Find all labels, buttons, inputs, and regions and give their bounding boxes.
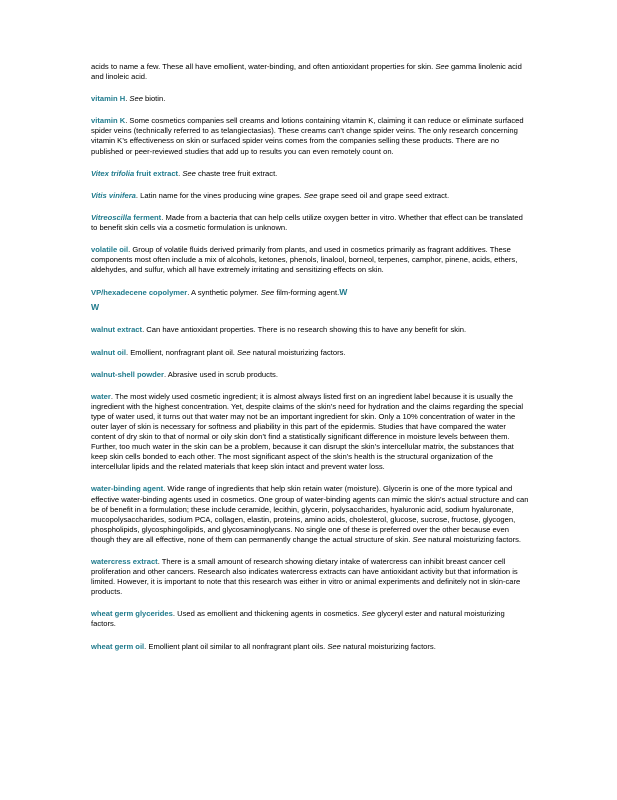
entry-tail: natural moisturizing factors. [340, 641, 436, 651]
entry-tail: natural moisturizing factors. [250, 347, 346, 357]
see-reference: See [182, 168, 196, 178]
see-reference: See [361, 609, 376, 619]
entry-text: . Some cosmetics companies sell creams and lotions containing vitamin K, claiming it can reduce or eliminate surfaced spider veins (technically referred to as telangiectasias). These creams can’t change spider veins. The only research concerning vitamin K’s effectiveness on skin or surfaced spider veins comes from the companies selling these products. There are no published or peer-reviewed studies that add up to results you can even remotely count on. [91, 116, 524, 156]
entry-walnut-oil [91, 348, 531, 358]
entry-wheat-germ-glycerides [91, 609, 531, 629]
entry-tail: glyceryl ester and natural moisturizing factors. [91, 609, 505, 629]
see-reference: See [435, 62, 449, 71]
entry-text: acids to name a few. These all have emollient, water-binding, and often antioxidant properties for skin. [91, 62, 436, 71]
entry-vp-hexadecene [91, 287, 531, 298]
entry-term: wheat germ glycerides [91, 609, 173, 619]
entry-term: fruit extract [134, 168, 179, 178]
entry-term: water-binding agent [91, 484, 164, 494]
entry-vitex [91, 169, 531, 179]
entry-tail: film-forming agent. [274, 288, 340, 298]
entry-text: . Latin name for the vines producing wine grapes. [135, 190, 304, 200]
entry-intro [91, 62, 531, 82]
entry-term: walnut extract [91, 325, 143, 335]
entry-text: . There is a small amount of research showing dietary intake of watercress can inhibit breast cancer cell proliferation and other cancers. Research also indicates watercress extracts can have antioxidant activity but that information is limited. However, it is important to note that this research was either in vitro or animal experiments and definitely not in skin-care products. [91, 557, 521, 597]
entry-term: ferment [131, 212, 162, 222]
see-reference: See [412, 534, 427, 544]
entry-tail: biotin. [142, 94, 166, 104]
entry-text: . Used as emollient and thickening agents in cosmetics. [172, 609, 362, 619]
section-letter-inline: W [339, 287, 348, 298]
entry-vitamin-k [91, 116, 531, 156]
entry-tail: grape seed oil and grape seed extract. [317, 190, 450, 200]
entry-text: . [178, 168, 183, 178]
entry-vitreoscilla [91, 213, 531, 233]
entry-text: . Can have antioxidant properties. There is no research showing this to have any benefit for skin. [142, 325, 467, 335]
entry-term-italic: Vitex trifolia [91, 168, 135, 178]
entry-volatile-oil [91, 245, 531, 275]
entry-text: . Abrasive used in scrub products. [164, 369, 278, 379]
entry-text: . Made from a bacteria that can help cells utilize oxygen better in vitro. Whether that effect can be translated to benefit skin cells via a cosmetic formulation is unknown. [91, 212, 523, 232]
entry-tail: gamma linolenic acid and linoleic acid. [91, 62, 522, 82]
entry-term: vitamin K [91, 116, 126, 126]
entry-text: . Group of volatile fluids derived primarily from plants, and used in cosmetics primarily as fragrant additives. These components most often include a mix of alcohols, ketones, phenols, linalool, borneol, terpenes, camphor, pinene, acids, ethers, aldehydes, and sulfur, which all have extremely irritating and sensitizing effects on skin. [91, 245, 518, 275]
entry-text: . Emollient, nonfragrant plant oil. [126, 347, 238, 357]
entry-text: . Emollient plant oil similar to all nonfragrant plant oils. [144, 641, 328, 651]
entry-term: water [91, 391, 111, 401]
entry-vitis [91, 191, 531, 201]
section-letter: W [91, 302, 100, 313]
entry-term: walnut-shell powder [91, 369, 164, 379]
entry-text: . Wide range of ingredients that help skin retain water (moisture). Glycerin is one of the more typical and effective water-binding agents used in cosmetics. One group of water-binding agents can mimic the skin’s actual structure and can be of benefit in a formulation; these include ceramide, lecithin, glycerin, polysaccharides, hyaluronic acid, sodium hyaluronate, mucopolysaccharides, sodium PCA, collagen, elastin, proteins, amino acids, cholesterol, glucose, sucrose, fructose, glycogen, phospholipids, glycosphingolipids, and glycosaminoglycans. No single one of these is preferred over the other because even though they are all effective, none of them can permanently change the actual structure of skin. [91, 484, 529, 544]
entry-term-italic: Vitreoscilla [91, 212, 132, 222]
entry-tail: chaste tree fruit extract. [195, 168, 278, 178]
entry-water-binding-agent [91, 484, 531, 545]
entry-term: volatile oil [91, 245, 129, 255]
entry-walnut-shell [91, 370, 531, 380]
entry-term-italic: Vitis vinifera [91, 190, 136, 200]
entry-term: wheat germ oil [91, 641, 145, 651]
entry-term: walnut oil [91, 347, 127, 357]
see-reference: See [237, 347, 251, 357]
see-reference: See [260, 288, 275, 298]
entry-watercress [91, 557, 531, 597]
entry-term: VP/hexadecene copolymer [91, 288, 188, 298]
see-reference: See [327, 641, 341, 651]
entry-text: . A synthetic polymer. [187, 288, 261, 298]
document-page [91, 62, 531, 664]
entry-wheat-germ-oil [91, 642, 531, 652]
entry-term: watercress extract [91, 557, 158, 566]
entry-text: . The most widely used cosmetic ingredient; it is almost always listed first on an ingredient label because it is usually the ingredient with the highest concentration. Yet, despite claims of the skin’s need for hydration and the claims regarding the special type of water used, it turns out that water may not be an important ingredient for skin. Only a 10% concentration of water in the outer layer of skin is necessary for softness and pliability in this part of the epidermis. Studies that have compared the water content of dry skin to that of normal or oily skin don’t find a statistically significant difference in moisture levels between them. Further, too much water in the skin can be a problem, because it can disrupt the skin’s intercellular matrix, the substances that keep skin cells bonded to each other. The most significant aspect of the skin’s health is the structural organization of the intercellular lipids and the related materials that keep skin intact and prevent water loss. [91, 391, 524, 472]
see-reference: See [129, 94, 143, 104]
entry-tail: natural moisturizing factors. [426, 534, 522, 544]
see-reference: See [303, 190, 318, 200]
entry-water [91, 392, 531, 473]
entry-term: vitamin H [91, 94, 126, 104]
entry-walnut-extract [91, 325, 531, 335]
entry-text: . [125, 94, 130, 104]
entry-vitamin-h [91, 94, 531, 104]
